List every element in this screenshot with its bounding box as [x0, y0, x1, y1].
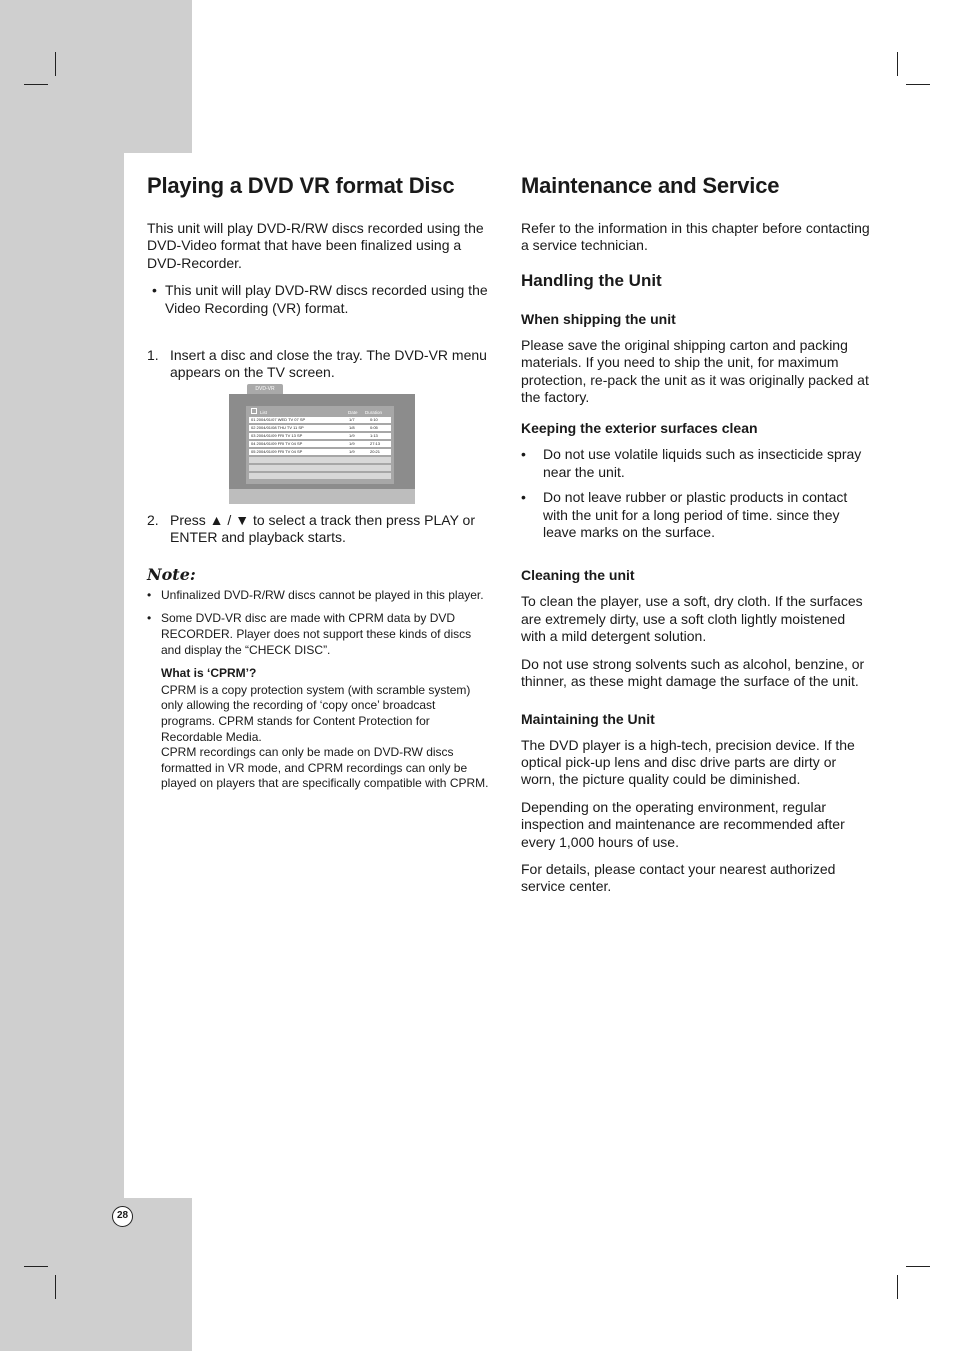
shipping-body: Please save the original shipping carton and packing materials. If you need to ship the unit, for maximum protection, re-pack the unit as it was originally packed at the factory.: [521, 336, 869, 406]
crop-mark: [24, 84, 48, 85]
margin-band-top: [0, 0, 192, 153]
cleaning-body-1: To clean the player, use a soft, dry cloth. If the surfaces are extremely dirty, use a soft cloth lightly moistened with a mild detergent solution.: [521, 593, 863, 645]
crop-mark: [906, 1266, 930, 1267]
crop-mark: [897, 52, 898, 76]
step-2: 2. Press ▲ / ▼ to select a track then press PLAY or ENTER and playback starts.: [147, 512, 475, 546]
left-column-lower: [147, 512, 492, 792]
maintaining-body-2: Depending on the operating environment, regular inspection and maintenance are recommended after every 1,000 hours of use.: [521, 798, 845, 850]
list-item: 01 2004/01/07 WED TV 07 SP 1/7 0:10: [249, 417, 391, 423]
note-item: • Unfinalized DVD-R/RW discs cannot be played in this player.: [147, 587, 484, 602]
screen-list-panel: List Date Duration 01 2004/01/07 WED TV 07 SP 1/7 0:10 02 2004/01/08 THU TV 11 SP 1/8 0:05 03 2004/01/09 FRI TV 13 SP 1/9 1:13 04 2004/01/09 FRI TV 04 SP 1/9 27:13 05 2004/01/09 FRI TV 04 SP 1/9 20:21: [246, 406, 394, 484]
exterior-bullet: • Do not use volatile liquids such as insecticide spray near the unit.: [521, 446, 862, 480]
note-item: • Some DVD-VR disc are made with CPRM data by DVD RECORDER. Player does not support these kinds of discs and display the “CHECK DISC”.: [147, 611, 472, 657]
dvd-vr-bullet: • This unit will play DVD-RW discs recorded using the Video Recording (VR) format.: [152, 282, 488, 316]
cprm-title: What is ‘CPRM’?: [161, 666, 257, 681]
crop-mark: [906, 84, 930, 85]
cprm-explanation: What is ‘CPRM’? CPRM is a copy protection system (with scramble system) only allowing the recording of ‘copy once’ broadcast programs. CPRM stands for Content Protection for Recordable Media. CPRM recordings can only be made on DVD-RW discs formatted in VR mode, and CPRM recordings can only be played on players that are specifically compatible with CPRM.: [147, 666, 492, 792]
margin-band-left: [0, 153, 124, 1198]
maintaining-body-3: For details, please contact your nearest authorized service center.: [521, 860, 836, 895]
section-title-dvd-vr: Playing a DVD VR format Disc: [147, 173, 455, 198]
list-item: 05 2004/01/09 FRI TV 04 SP 1/9 20:21: [249, 449, 391, 455]
section-title-maintenance: Maintenance and Service: [521, 173, 780, 198]
list-item-empty: [249, 465, 391, 471]
step-1: 1. Insert a disc and close the tray. The DVD-VR menu appears on the TV screen.: [147, 347, 487, 381]
maintaining-body-1: The DVD player is a high-tech, precision device. If the optical pick-up lens and disc drive parts are dirty or worn, the picture quality could be diminished.: [521, 736, 855, 788]
dvd-vr-menu-screen: [229, 384, 415, 504]
crop-mark: [55, 1275, 56, 1299]
dvd-vr-intro: This unit will play DVD-R/RW discs recorded using the DVD-Video format that have been finalized using a DVD-Recorder.: [147, 220, 484, 271]
crop-mark: [55, 52, 56, 76]
maintenance-intro: Refer to the information in this chapter before contacting a service technician.: [521, 220, 870, 254]
crop-mark: [24, 1266, 48, 1267]
list-item: 04 2004/01/09 FRI TV 04 SP 1/9 27:13: [249, 441, 391, 447]
list-item-empty: [249, 473, 391, 479]
exterior-title: Keeping the exterior surfaces clean: [521, 420, 758, 437]
exterior-bullet: • Do not leave rubber or plastic products in contact with the unit for a long period of time. since they leave marks on the surface.: [521, 489, 848, 541]
shipping-title: When shipping the unit: [521, 310, 676, 327]
screen-tab: DVD-VR: [247, 384, 283, 394]
list-item-empty: [249, 457, 391, 463]
page-number: 28: [112, 1206, 133, 1227]
crop-mark: [897, 1275, 898, 1299]
maintaining-title: Maintaining the Unit: [521, 710, 655, 727]
cleaning-body-2: Do not use strong solvents such as alcohol, benzine, or thinner, as these might damage the surface of the unit.: [521, 655, 865, 690]
left-column: [147, 220, 492, 382]
list-item: 03 2004/01/09 FRI TV 13 SP 1/9 1:13: [249, 433, 391, 439]
list-icon: [251, 408, 257, 414]
right-column: [521, 220, 873, 906]
cleaning-title: Cleaning the unit: [521, 567, 635, 584]
list-item: 02 2004/01/08 THU TV 11 SP 1/8 0:05: [249, 425, 391, 431]
note-title: Note:: [147, 564, 196, 584]
handling-title: Handling the Unit: [521, 270, 662, 290]
margin-band-bottom: [0, 1198, 192, 1351]
screen-footer-bar: [229, 489, 415, 504]
